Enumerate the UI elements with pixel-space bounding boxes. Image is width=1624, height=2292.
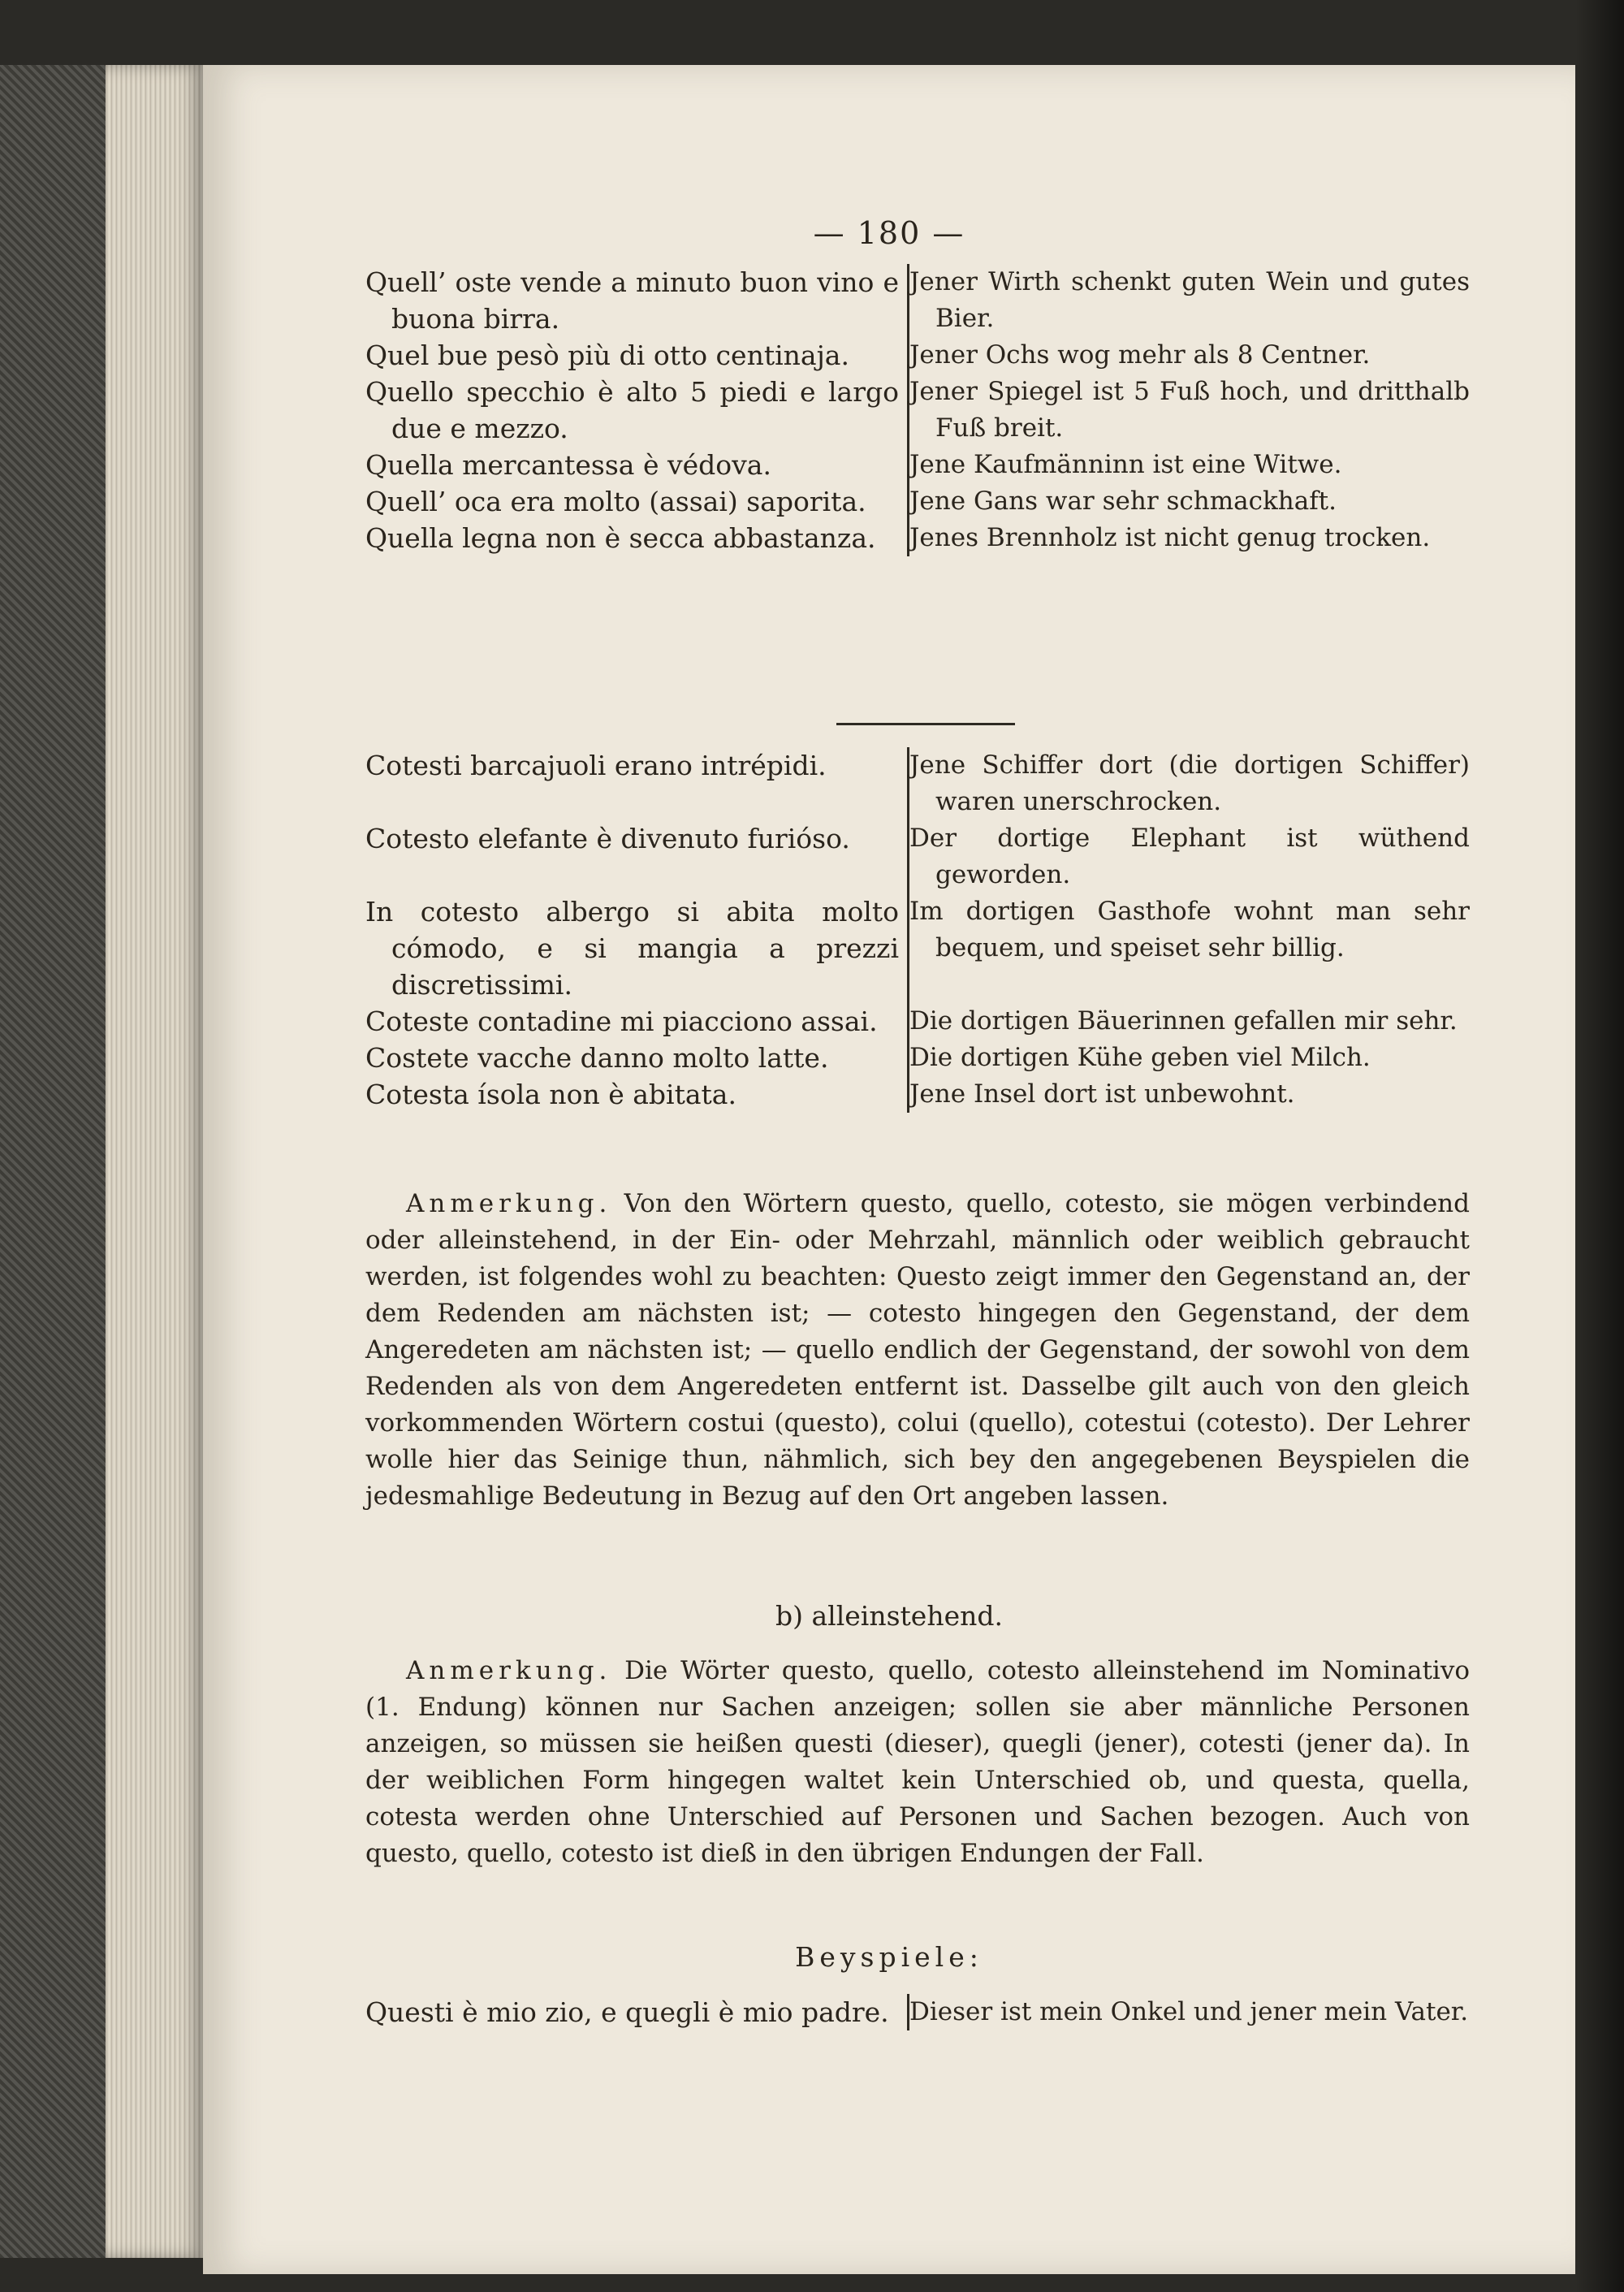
german-translation: Jener Wirth schenkt guten Wein und gutes Bier. [909, 267, 1470, 333]
italian-sentence: Quella mercantessa è védova. [365, 447, 909, 483]
table-row [365, 1003, 1470, 1040]
italian-sentence: Quello specchio è alto 5 piedi e largo due e mezzo. [365, 374, 909, 447]
table-row [365, 1994, 1470, 2030]
book-page-edges [0, 65, 203, 2258]
section-heading: b) alleinstehend. [775, 1600, 1003, 1632]
german-translation: Jene Gans war sehr schmackhaft. [909, 487, 1337, 516]
italian-sentence: Costete vacche danno molto latte. [365, 1040, 909, 1076]
section-divider [836, 723, 1015, 725]
note-text: Von den Wörtern questo, quello, cotesto, sie mögen verbindend oder alleinstehend, in der Ein- oder Mehrzahl, männlich oder weiblich gebraucht werden, ist folgendes wohl zu beachten: Questo zeigt immer den Gegenstand an, der dem Redenden am nächsten ist; — cotesto hingegen den Gegenstand, der dem Angeredeten am nächsten ist; — quello endlich der Gegenstand, der sowohl von dem Redenden als von dem Angeredeten entfernt ist. Dasselbe gilt auch von den gleich vorkommenden Wörtern costui (questo), colui (quello), cotestui (cotesto). Der Lehrer wolle hier das Seinige thun, nähmlich, sich bey den angegebenen Beyspielen die jedesmahlige Bedeutung in Bezug auf den Ort angeben lassen. [365, 1189, 1470, 1511]
german-translation: Im dortigen Gasthofe wohnt man sehr bequem, und speiset sehr billig. [909, 897, 1470, 962]
table-row [365, 374, 1470, 447]
note-label: Anmerkung. [406, 1656, 612, 1685]
german-translation: Die dortigen Kühe geben viel Milch. [909, 1043, 1371, 1072]
german-translation: Dieser ist mein Onkel und jener mein Vater. [909, 1997, 1469, 2026]
italian-sentence: Quell’ oste vende a minuto buon vino e buona birra. [365, 264, 909, 337]
german-translation: Jener Ochs wog mehr als 8 Centner. [909, 340, 1371, 370]
italian-sentence: Cotesta ísola non è abitata. [365, 1076, 909, 1113]
table-row [365, 520, 1470, 556]
table-row [365, 337, 1470, 374]
table-row [365, 893, 1470, 1003]
note-paragraph [365, 1653, 1470, 1872]
example-table-questi [365, 1994, 1470, 2030]
note-label: Anmerkung. [406, 1189, 612, 1218]
table-row [365, 820, 1470, 893]
page-edge-shadow [1575, 0, 1624, 2292]
table-row [365, 1040, 1470, 1076]
german-translation: Der dortige Elephant ist wüthend geworden. [909, 824, 1470, 889]
book-page [203, 65, 1575, 2274]
italian-sentence: Quella legna non è secca abbastanza. [365, 520, 909, 556]
book-cover-cloth [0, 65, 106, 2258]
italian-sentence: In cotesto albergo si abita molto cómodo, e si mangia a prezzi discretissimi. [365, 893, 909, 1003]
italian-sentence: Cotesti barcajuoli erano intrépidi. [365, 747, 909, 820]
table-row [365, 1076, 1470, 1113]
page-number: — 180 — [813, 215, 965, 251]
table-row [365, 264, 1470, 337]
german-translation: Jene Kaufmänninn ist eine Witwe. [909, 450, 1342, 479]
note-text: Die Wörter questo, quello, cotesto alleinstehend im Nominativo (1. Endung) können nur Sachen anzeigen; sollen sie aber männliche Personen anzeigen, so müssen sie heißen questi (dieser), quegli (jener), cotesti (jener da). In der weiblichen Form hingegen waltet kein Unterschied ob, und questa, quella, cotesta werden ohne Unterschied auf Personen und Sachen bezogen. Auch von questo, quello, cotesto ist dieß in den übrigen Endungen der Fall. [365, 1656, 1470, 1868]
italian-sentence: Coteste contadine mi piacciono assai. [365, 1003, 909, 1040]
italian-sentence: Questi è mio zio, e quegli è mio padre. [365, 1994, 909, 2030]
examples-heading: Beyspiele: [795, 1941, 983, 1973]
german-translation: Jener Spiegel ist 5 Fuß hoch, und dritthalb Fuß breit. [909, 377, 1470, 443]
italian-sentence: Quell’ oca era molto (assai) saporita. [365, 483, 909, 520]
example-table-quello [365, 264, 1470, 556]
table-row [365, 483, 1470, 520]
german-translation: Jene Insel dort ist unbewohnt. [909, 1079, 1295, 1109]
note-paragraph [365, 1186, 1470, 1515]
italian-sentence: Quel bue pesò più di otto centinaja. [365, 337, 909, 374]
table-row [365, 747, 1470, 820]
example-table-cotesto [365, 747, 1470, 1113]
italian-sentence: Cotesto elefante è divenuto furióso. [365, 820, 909, 893]
german-translation: Jene Schiffer dort (die dortigen Schiffer) waren unerschrocken. [909, 750, 1470, 816]
table-row [365, 447, 1470, 483]
german-translation: Die dortigen Bäuerinnen gefallen mir sehr. [909, 1006, 1458, 1036]
german-translation: Jenes Brennholz ist nicht genug trocken. [909, 523, 1431, 552]
